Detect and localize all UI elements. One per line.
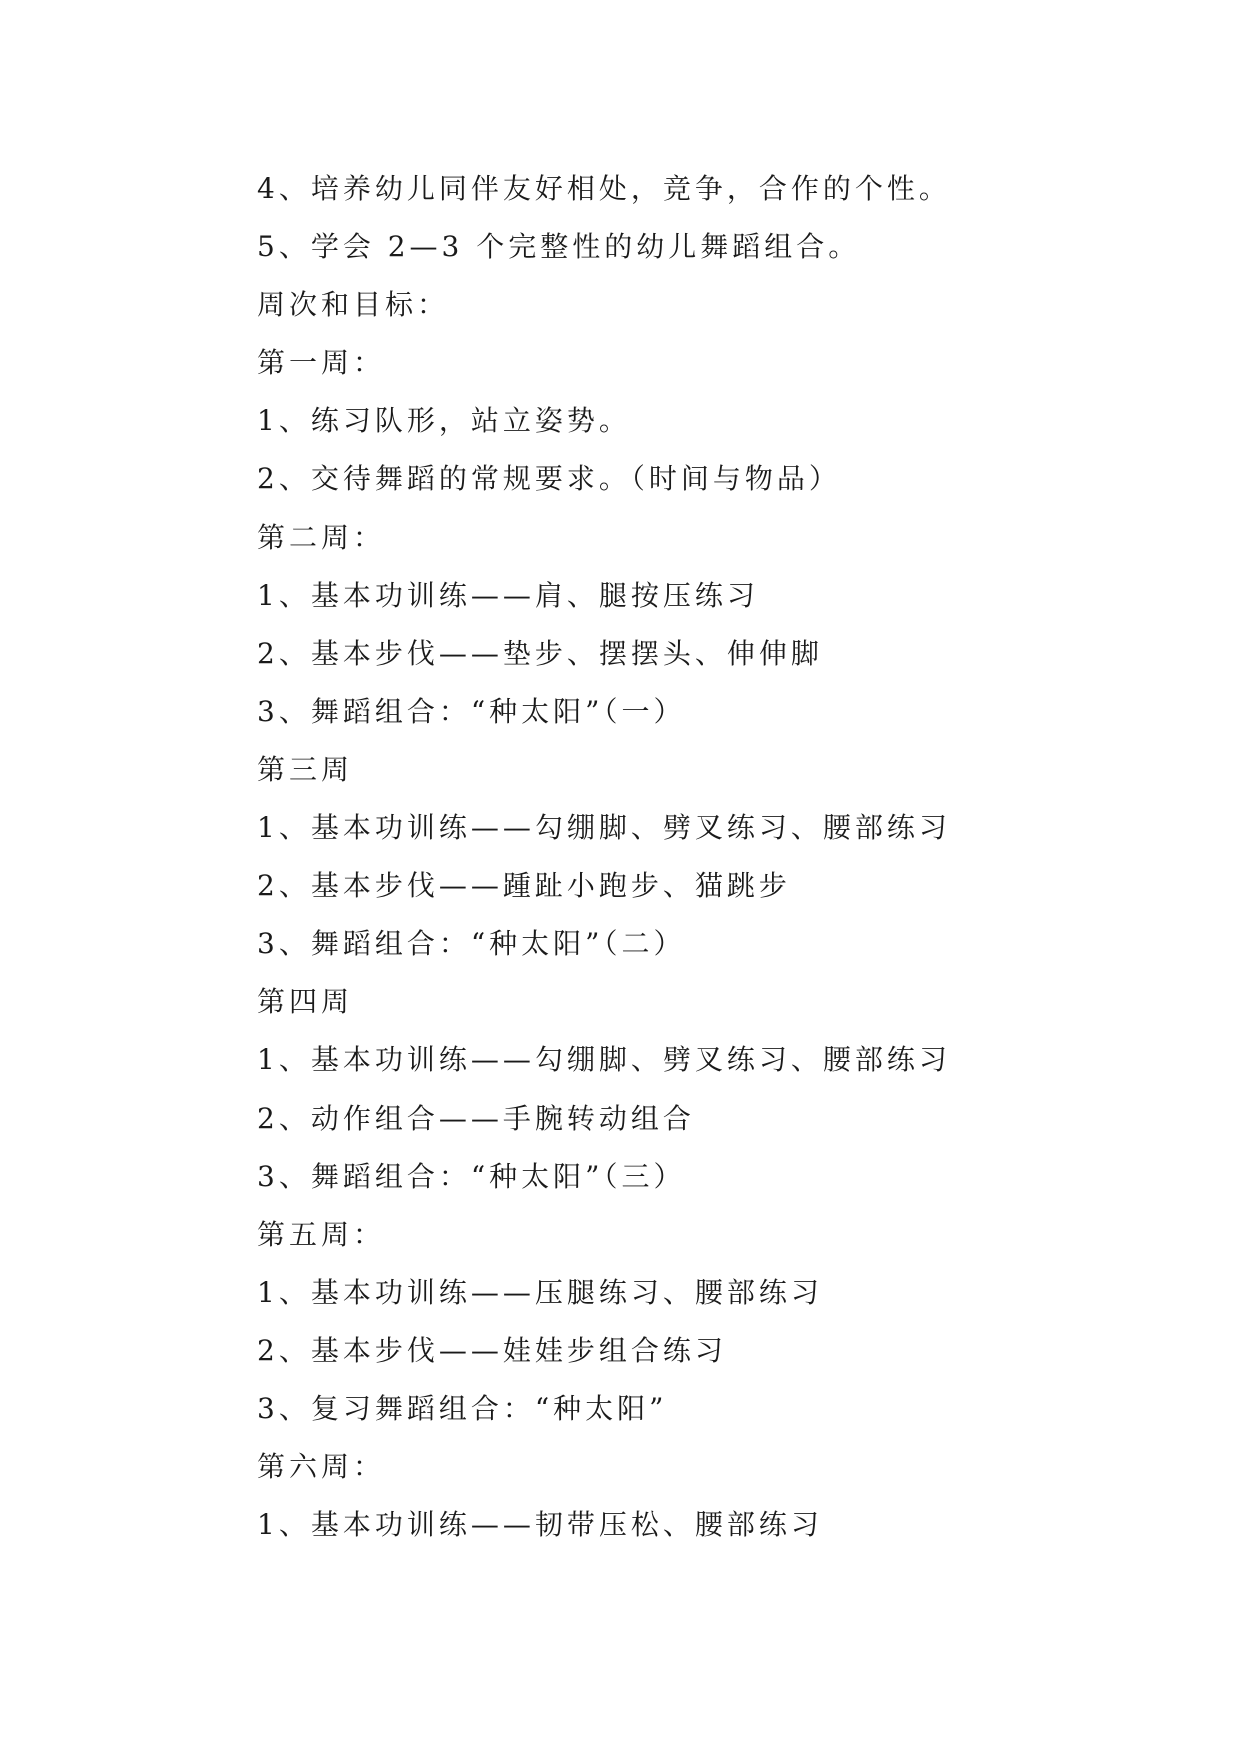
- week-4-heading: 第四周: [257, 985, 354, 1019]
- week-3-heading: 第三周: [257, 752, 354, 786]
- week-2-item-2: 2、基本步伐——垫步、摆摆头、伸伸脚: [257, 636, 823, 670]
- section-heading: 周次和目标：: [257, 288, 450, 322]
- week-6-heading: 第六周：: [257, 1450, 386, 1484]
- week-1-item-2: 2、交待舞蹈的常规要求。（时间与物品）: [257, 462, 841, 496]
- week-3-item-2: 2、基本步伐——踵趾小跑步、猫跳步: [257, 869, 791, 903]
- week-5-item-3: 3、复习舞蹈组合：“种太阳”: [257, 1391, 668, 1425]
- week-5-item-2: 2、基本步伐——娃娃步组合练习: [257, 1333, 727, 1367]
- week-2-item-1: 1、基本功训练——肩、腿按压练习: [257, 578, 759, 612]
- week-3-item-1: 1、基本功训练——勾绷脚、劈叉练习、腰部练习: [257, 811, 951, 845]
- week-5-heading: 第五周：: [257, 1217, 386, 1251]
- week-4-item-3: 3、舞蹈组合：“种太阳”（三）: [257, 1159, 686, 1193]
- week-2-heading: 第二周：: [257, 520, 386, 554]
- week-4-item-1: 1、基本功训练——勾绷脚、劈叉练习、腰部练习: [257, 1043, 951, 1077]
- goal-item-5: 5、学会 2—3 个完整性的幼儿舞蹈组合。: [257, 230, 861, 264]
- week-2-item-3: 3、舞蹈组合：“种太阳”（一）: [257, 694, 686, 728]
- document-body: [257, 160, 1137, 1554]
- goal-item-4: 4、培养幼儿同伴友好相处，竞争，合作的个性。: [257, 172, 951, 205]
- week-1-heading: 第一周：: [257, 346, 386, 380]
- week-6-item-1: 1、基本功训练——韧带压松、腰部练习: [257, 1508, 823, 1542]
- week-3-item-3: 3、舞蹈组合：“种太阳”（二）: [257, 927, 686, 961]
- week-1-item-1: 1、练习队形，站立姿势。: [257, 404, 631, 438]
- week-4-item-2: 2、动作组合——手腕转动组合: [257, 1101, 695, 1135]
- week-5-item-1: 1、基本功训练——压腿练习、腰部练习: [257, 1275, 823, 1309]
